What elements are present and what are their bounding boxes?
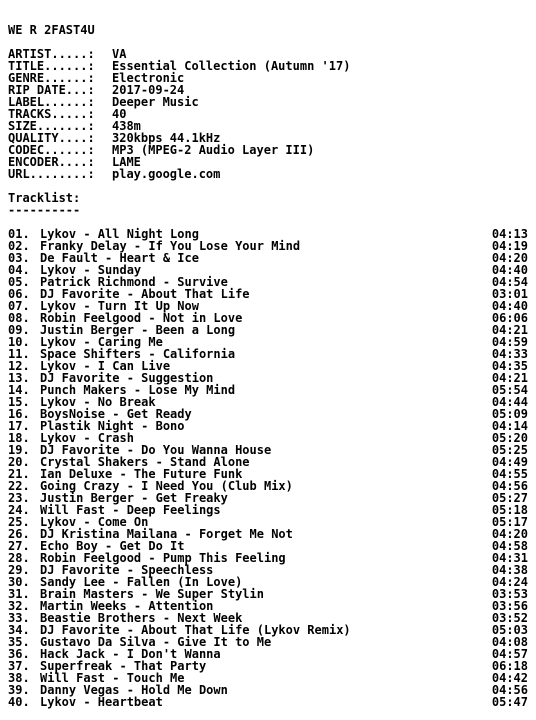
track-duration: 04:44 [491, 395, 528, 409]
track-duration: 04:40 [491, 263, 528, 277]
track-title: BoysNoise - Get Ready [40, 407, 192, 421]
info-key: URL........: [8, 167, 95, 181]
info-value: Deeper Music [112, 95, 199, 109]
track-title: Lykov - No Break [40, 395, 156, 409]
track-title: Beastie Brothers - Next Week [40, 611, 243, 625]
track-title: Danny Vegas - Hold Me Down [40, 683, 228, 697]
track-number: 02. [8, 239, 30, 253]
track-number: 04. [8, 263, 30, 277]
info-key: GENRE......: [8, 71, 95, 85]
tracklist [8, 228, 528, 708]
track-number: 40. [8, 695, 30, 709]
track-title: Lykov - I Can Live [40, 359, 171, 373]
track-number: 31. [8, 587, 30, 601]
info-value: 40 [112, 107, 127, 121]
track-title: Patrick Richmond - Survive [40, 275, 228, 289]
track-duration: 05:17 [491, 515, 528, 529]
spacer [8, 180, 528, 192]
track-duration: 04:20 [491, 527, 528, 541]
track-title: DJ Favorite - Speechless [40, 563, 214, 577]
track-title: Lykov - Caring Me [40, 335, 163, 349]
track-title: DJ Favorite - Suggestion [40, 371, 214, 385]
track-title: DJ Favorite - Do You Wanna House [40, 443, 272, 457]
track-title: Crystal Shakers - Stand Alone [40, 455, 250, 469]
track-duration: 04:56 [491, 479, 528, 493]
track-number: 35. [8, 635, 30, 649]
track-duration: 05:25 [491, 443, 528, 457]
tracklist-heading: Tracklist: [8, 191, 81, 205]
track-number: 01. [8, 227, 30, 241]
track-title: Martin Weeks - Attention [40, 599, 214, 613]
info-key: TRACKS.....: [8, 107, 95, 121]
track-title: Punch Makers - Lose My Mind [40, 383, 236, 397]
track-title: Franky Delay - If You Lose Your Mind [40, 239, 301, 253]
track-number: 06. [8, 287, 30, 301]
track-number: 32. [8, 599, 30, 613]
track-number: 28. [8, 551, 30, 565]
info-value: Essential Collection (Autumn '17) [112, 59, 351, 73]
track-duration: 04:54 [491, 275, 528, 289]
track-title: Echo Boy - Get Do It [40, 539, 185, 553]
track-title: Gustavo Da Silva - Give It to Me [40, 635, 272, 649]
track-title: Will Fast - Touch Me [40, 671, 185, 685]
track-number: 19. [8, 443, 30, 457]
track-number: 05. [8, 275, 30, 289]
track-duration: 04:20 [491, 251, 528, 265]
track-duration: 05:20 [491, 431, 528, 445]
track-number: 08. [8, 311, 30, 325]
track-duration: 04:33 [491, 347, 528, 361]
track-duration: 04:21 [491, 371, 528, 385]
info-key: SIZE.......: [8, 119, 95, 133]
info-value: LAME [112, 155, 141, 169]
track-title: DJ Favorite - About That Life [40, 287, 250, 301]
track-number: 10. [8, 335, 30, 349]
info-row-url [8, 168, 528, 180]
track-number: 37. [8, 659, 30, 673]
track-title: Justin Berger - Get Freaky [40, 491, 228, 505]
info-key: QUALITY....: [8, 131, 95, 145]
track-title: Space Shifters - California [40, 347, 236, 361]
track-duration: 04:56 [491, 683, 528, 697]
track-duration: 05:18 [491, 503, 528, 517]
track-duration: 04:55 [491, 467, 528, 481]
info-key: LABEL......: [8, 95, 95, 109]
track-title: DJ Favorite - About That Life (Lykov Remix) [40, 623, 351, 637]
track-duration: 04:31 [491, 551, 528, 565]
track-duration: 04:57 [491, 647, 528, 661]
track-number: 38. [8, 671, 30, 685]
track-title: Hack Jack - I Don't Wanna [40, 647, 221, 661]
track-number: 29. [8, 563, 30, 577]
track-duration: 05:09 [491, 407, 528, 421]
track-number: 34. [8, 623, 30, 637]
track-duration: 04:49 [491, 455, 528, 469]
track-duration: 04:42 [491, 671, 528, 685]
track-duration: 04:08 [491, 635, 528, 649]
track-number: 33. [8, 611, 30, 625]
tracklist-rule: ---------- [8, 203, 81, 217]
track-number: 12. [8, 359, 30, 373]
track-number: 09. [8, 323, 30, 337]
track-title: Robin Feelgood - Not in Love [40, 311, 243, 325]
track-number: 07. [8, 299, 30, 313]
track-left [8, 696, 163, 708]
track-duration: 04:14 [491, 419, 528, 433]
track-duration: 04:59 [491, 335, 528, 349]
track-title: DJ Kristina Mailana - Forget Me Not [40, 527, 293, 541]
track-title: Will Fast - Deep Feelings [40, 503, 221, 517]
track-number: 13. [8, 371, 30, 385]
track-duration: 05:27 [491, 491, 528, 505]
info-key: ENCODER....: [8, 155, 95, 169]
track-duration: 03:52 [491, 611, 528, 625]
track-duration: 06:18 [491, 659, 528, 673]
info-key: TITLE......: [8, 59, 95, 73]
track-title: Lykov - Turn It Up Now [40, 299, 199, 313]
info-value: play.google.com [112, 167, 221, 181]
release-title: WE R 2FAST4U [8, 23, 95, 37]
track-number: 39. [8, 683, 30, 697]
info-key: CODEC......: [8, 143, 95, 157]
track-number: 15. [8, 395, 30, 409]
track-number: 11. [8, 347, 30, 361]
info-value: VA [112, 47, 127, 61]
track-duration: 04:13 [491, 227, 528, 241]
track-duration: 05:47 [491, 695, 528, 709]
info-value: 2017-09-24 [112, 83, 185, 97]
track-title: Lykov - Sunday [40, 263, 142, 277]
track-title: Sandy Lee - Fallen (In Love) [40, 575, 243, 589]
release-document [8, 24, 528, 708]
track-title: Lykov - Crash [40, 431, 134, 445]
track-duration: 04:38 [491, 563, 528, 577]
track-duration: 05:03 [491, 623, 528, 637]
track-title: Lykov - All Night Long [40, 227, 199, 241]
track-number: 20. [8, 455, 30, 469]
track-number: 14. [8, 383, 30, 397]
track-title: Lykov - Come On [40, 515, 149, 529]
track-title: Going Crazy - I Need You (Club Mix) [40, 479, 293, 493]
info-key: RIP DATE...: [8, 83, 95, 97]
track-title: Justin Berger - Been a Long [40, 323, 236, 337]
track-duration: 03:56 [491, 599, 528, 613]
track-duration: 04:21 [491, 323, 528, 337]
track-duration: 04:35 [491, 359, 528, 373]
track-number: 21. [8, 467, 30, 481]
track-number: 22. [8, 479, 30, 493]
track-title: Ian Deluxe - The Future Funk [40, 467, 243, 481]
track-number: 03. [8, 251, 30, 265]
track-title: Robin Feelgood - Pump This Feeling [40, 551, 286, 565]
track-number: 23. [8, 491, 30, 505]
track-number: 25. [8, 515, 30, 529]
track-number: 17. [8, 419, 30, 433]
track-number: 36. [8, 647, 30, 661]
track-number: 30. [8, 575, 30, 589]
track-duration: 03:01 [491, 287, 528, 301]
track-duration: 04:24 [491, 575, 528, 589]
track-number: 16. [8, 407, 30, 421]
track-number: 26. [8, 527, 30, 541]
track-title: Plastik Night - Bono [40, 419, 185, 433]
track-number: 24. [8, 503, 30, 517]
info-value: MP3 (MPEG-2 Audio Layer III) [112, 143, 315, 157]
info-key: ARTIST.....: [8, 47, 95, 61]
info-value: 438m [112, 119, 141, 133]
track-title: Superfreak - That Party [40, 659, 207, 673]
track-duration: 05:54 [491, 383, 528, 397]
track-title: Brain Masters - We Super Stylin [40, 587, 264, 601]
track-duration: 04:58 [491, 539, 528, 553]
track-duration: 06:06 [491, 311, 528, 325]
track-row [8, 696, 528, 708]
track-duration: 04:19 [491, 239, 528, 253]
track-number: 18. [8, 431, 30, 445]
track-duration: 03:53 [491, 587, 528, 601]
info-value: Electronic [112, 71, 185, 85]
track-duration: 04:40 [491, 299, 528, 313]
info-value: 320kbps 44.1kHz [112, 131, 221, 145]
track-number: 27. [8, 539, 30, 553]
release-info [8, 48, 528, 180]
track-title: De Fault - Heart & Ice [40, 251, 199, 265]
track-title: Lykov - Heartbeat [40, 695, 163, 709]
